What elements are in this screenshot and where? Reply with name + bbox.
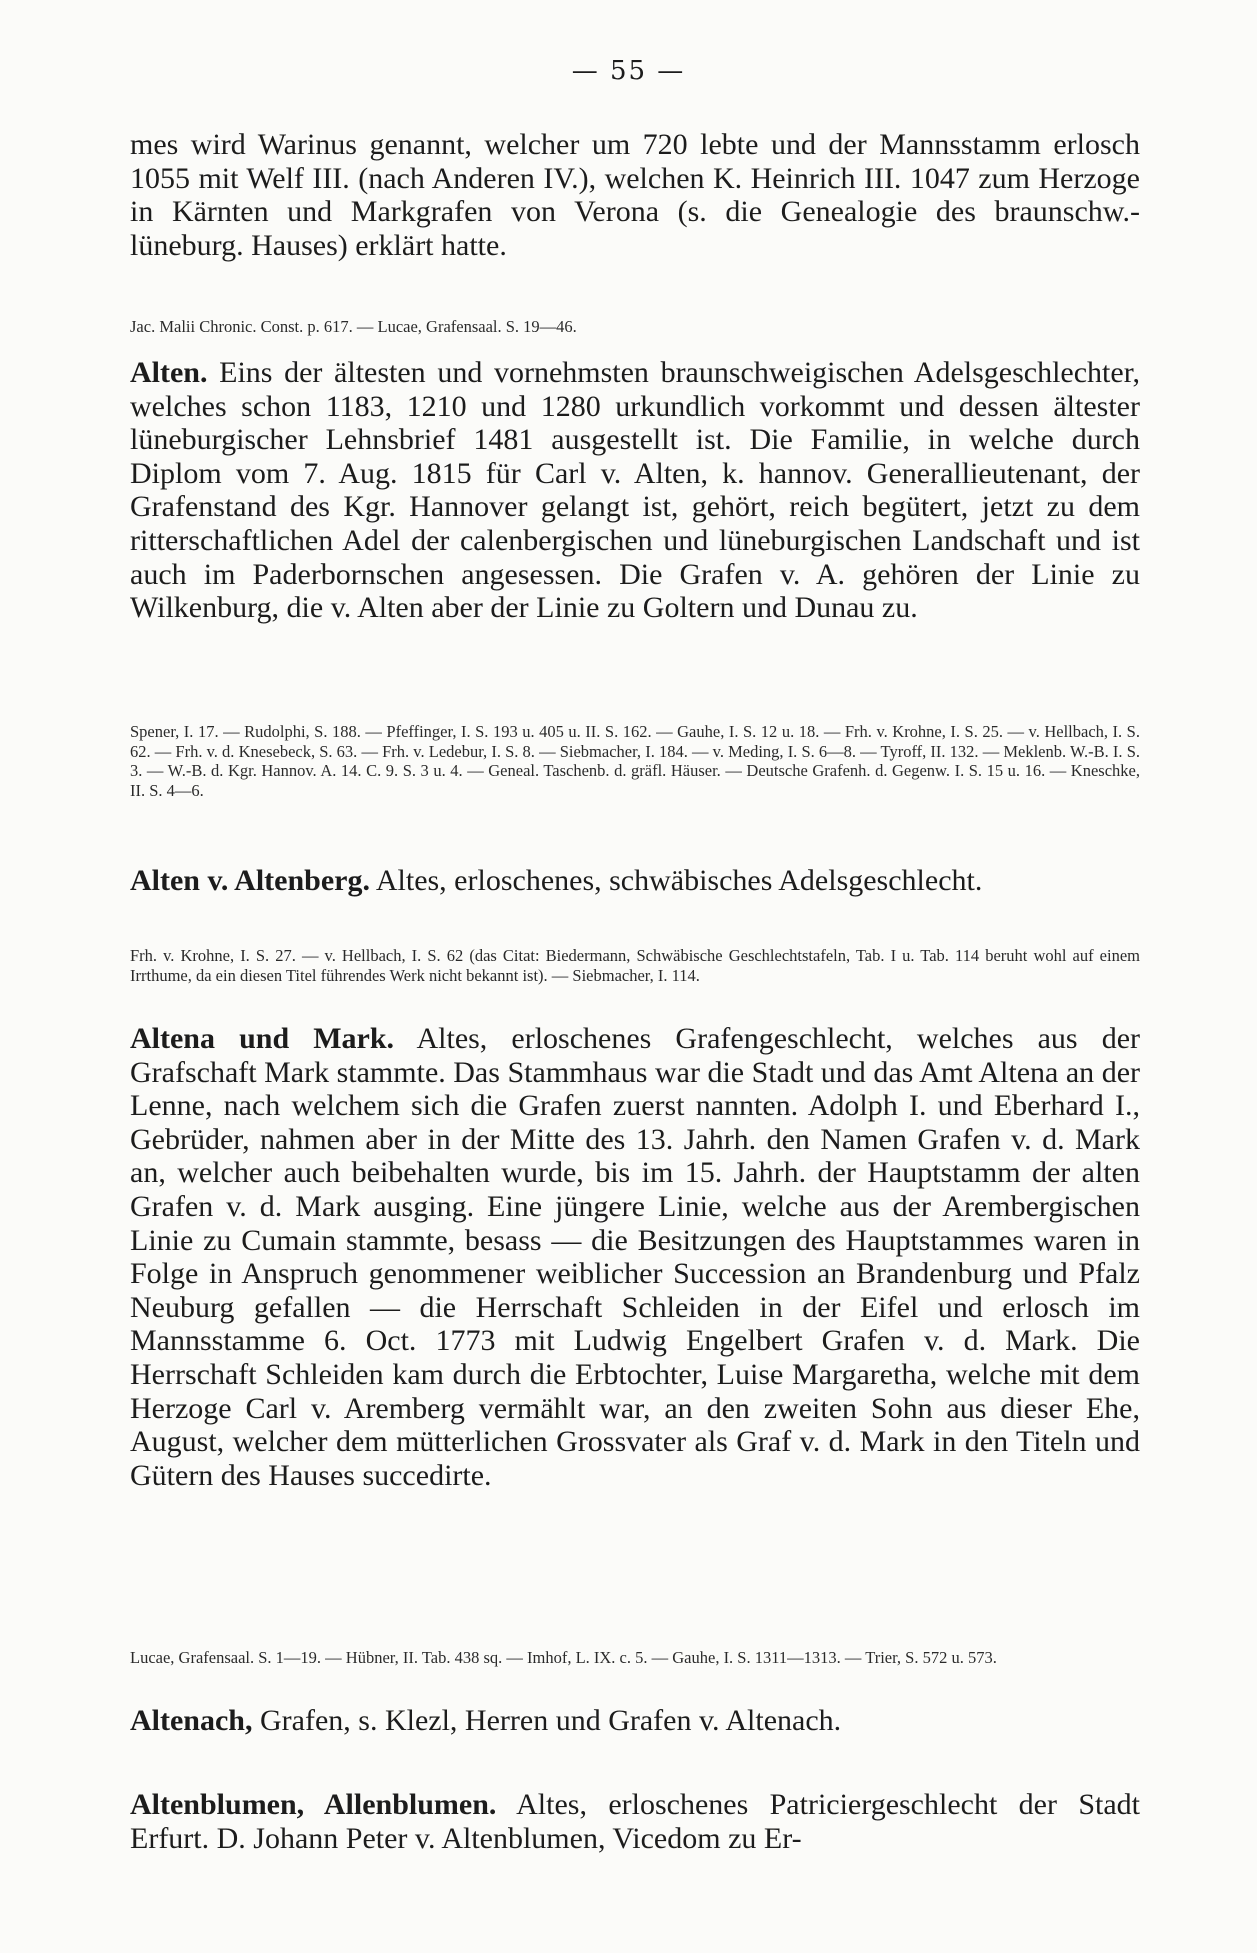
entry-text: Altes, erloschenes Grafengeschlecht, welches aus der Grafschaft Mark stammte. Das Stammhaus war die Stadt und das Amt Altena an der Lenne, nach welchem sich die Grafen zuerst nannten. Adolph I. und Eberhard I., Gebrüder, nahmen aber in der Mitte des 13. Jahrh. den Namen Grafen v. d. Mark an, welcher auch beibehalten wurde, bis im 15. Jahrh. der Hauptstamm der alten Grafen v. d. Mark ausging. Eine jüngere Linie, welche aus der Arembergischen Linie zu Cumain stammte, besass — die Besitzungen des Hauptstammes waren in Folge in Anspruch genommener weiblicher Succession an Brandenburg und Pfalz Neuburg gefallen — die Herrschaft Schleiden in der Eifel und erlosch im Mannsstamme 6. Oct. 1773 mit Ludwig Engelbert Grafen v. d. Mark. Die Herrschaft Schleiden kam durch die Erbtochter, Luise Margaretha, welche mit dem Herzoge Carl v. Aremberg vermählt war, an den zweiten Sohn aus dieser Ehe, August, welcher dem mütterlichen Grossvater als Graf v. d. Mark in den Titeln und Gütern des Hauses succedirte. xyxy=(130,1022,1140,1492)
entry-heading: Alten v. Altenberg. xyxy=(130,864,370,897)
entry-body xyxy=(130,356,1140,625)
entry-references: Frh. v. Krohne, I. S. 27. — v. Hellbach, I. S. 62 (das Citat: Biedermann, Schwäbische Geschlechtstafeln, Tab. I u. Tab. 114 beruht wohl auf einem Irrthume, da ein diesen Titel führendes Werk nicht bekannt ist). — Siebmacher, I. 114. xyxy=(130,946,1140,985)
entry-alten-altenberg-refs xyxy=(130,946,1140,985)
entry-references: Lucae, Grafensaal. S. 1—19. — Hübner, II. Tab. 438 sq. — Imhof, L. IX. c. 5. — Gauhe, I. S. 1311—1313. — Trier, S. 572 u. 573. xyxy=(130,1648,997,1667)
entry-alten-altenberg xyxy=(130,864,1140,898)
entry-body xyxy=(130,1022,1140,1492)
entry-text: mes wird Warinus genannt, welcher um 720 lebte und der Mannsstamm erlosch 1055 mit Welf III. (nach Anderen IV.), welchen K. Heinrich III. 1047 zum Herzoge in Kärnten und Markgrafen von Verona (s. die Genealogie des braunschw.-lüneburg. Hauses) erklärt hatte. xyxy=(130,128,1140,262)
entry-body xyxy=(130,1788,1140,1855)
entry-heading: Altenach, xyxy=(130,1704,253,1737)
entry-warinus-refs xyxy=(130,317,1140,337)
entry-body xyxy=(130,864,1140,898)
entry-references: Spener, I. 17. — Rudolphi, S. 188. — Pfeffinger, I. S. 193 u. 405 u. II. S. 162. — Gauhe, I. S. 12 u. 18. — Frh. v. Krohne, I. S. 25. — v. Hellbach, I. S. 62. — Frh. v. d. Knesebeck, S. 63. — Frh. v. Ledebur, I. S. 8. — Siebmacher, I. 184. — v. Meding, I. S. 6—8. — Tyroff, II. 132. — Meklenb. W.-B. I. S. 3. — W.-B. d. Kgr. Hannov. A. 14. C. 9. S. 3 u. 4. — Geneal. Taschenb. d. gräfl. Häuser. — Deutsche Grafenh. d. Gegenw. I. S. 15 u. 16. — Kneschke, II. S. 4—6. xyxy=(130,722,1140,800)
entry-text: Eins der ältesten und vornehmsten braunschweigischen Adelsgeschlechter, welches schon 1183, 1210 und 1280 urkundlich vorkommt und dessen ältester lüneburgischer Lehnsbrief 1481 ausgestellt ist. Die Familie, in welche durch Diplom vom 7. Aug. 1815 für Carl v. Alten, k. hannov. Generallieutenant, der Grafenstand des Kgr. Hannover gelangt ist, gehört, reich begütert, jetzt zu dem ritterschaftlichen Adel der calenbergischen und lüneburgischen Landschaft und ist auch im Paderbornschen angesessen. Die Grafen v. A. gehören der Linie zu Wilkenburg, die v. Alten aber der Linie zu Goltern und Dunau zu. xyxy=(130,356,1141,625)
entry-text: Grafen, s. Klezl, Herren und Grafen v. Altenach. xyxy=(260,1704,842,1737)
entry-references: Jac. Malii Chronic. Const. p. 617. — Lucae, Grafensaal. S. 19—46. xyxy=(130,317,577,336)
entry-altenblumen xyxy=(130,1788,1140,1855)
entry-altena-mark-refs xyxy=(130,1648,1140,1668)
entry-warinus xyxy=(130,128,1140,262)
page-number: — 55 — xyxy=(571,56,686,86)
entry-text: Altes, erloschenes Patriciergeschlecht der Stadt Erfurt. D. Johann Peter v. Altenblumen, Vicedom zu Er- xyxy=(130,1788,1140,1855)
entry-altena-mark xyxy=(130,1022,1140,1492)
entry-body xyxy=(130,1704,1140,1738)
entry-alten xyxy=(130,356,1140,625)
entry-heading: Altena und Mark. xyxy=(130,1022,395,1055)
entry-heading: Alten. xyxy=(130,356,208,389)
entry-text: Altes, erloschenes, schwäbisches Adelsgeschlecht. xyxy=(375,864,983,897)
entry-altenach xyxy=(130,1704,1140,1738)
entry-heading: Altenblumen, Allenblumen. xyxy=(130,1788,497,1821)
entry-alten-refs xyxy=(130,722,1140,800)
